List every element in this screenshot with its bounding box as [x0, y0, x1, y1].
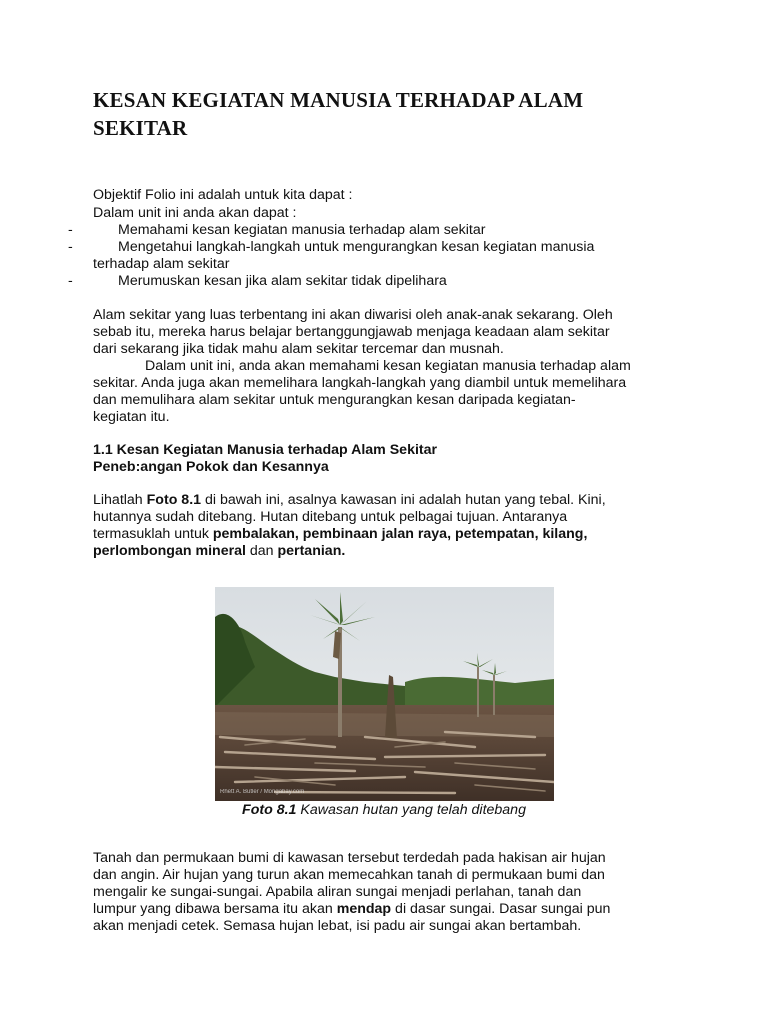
- paragraph-3-line: dan angin. Air hujan yang turun akan memecahkan tanah di permukaan bumi dan: [93, 867, 605, 883]
- paragraph-1-line: dan memulihara alam sekitar untuk mengurangkan kesan daripada kegiatan-: [93, 392, 576, 408]
- paragraph-3-line: lumpur yang dibawa bersama itu akan mendap di dasar sungai. Dasar sungai pun: [93, 901, 611, 917]
- caption-label: Foto 8.1: [242, 802, 297, 818]
- bullet-item-2: Mengetahui langkah-langkah untuk mengurangkan kesan kegiatan manusia: [118, 239, 595, 255]
- bullet-item-3: Merumuskan kesan jika alam sekitar tidak dipelihara: [118, 273, 447, 289]
- deforestation-photo: [215, 587, 554, 801]
- paragraph-1-line: dari sekarang jika tidak mahu alam sekitar tercemar dan musnah.: [93, 341, 504, 357]
- paragraph-1-line: sebab itu, mereka harus belajar bertanggungjawab menjaga keadaan alam sekitar: [93, 324, 610, 340]
- paragraph-3-line: akan menjadi cetek. Semasa hujan lebat, isi padu air sungai akan bertambah.: [93, 918, 582, 934]
- bullet-item-2-cont: terhadap alam sekitar: [93, 256, 230, 272]
- paragraph-2-line: termasuklah untuk pembalakan, pembinaan jalan raya, petempatan, kilang,: [93, 526, 588, 542]
- title-line-2: SEKITAR: [93, 116, 188, 140]
- page-title: [93, 86, 693, 142]
- bold-terms: pembalakan, pembinaan jalan raya, petempatan, kilang,: [212, 526, 588, 542]
- bullet-marker: -: [68, 239, 73, 255]
- objective-line: Objektif Folio ini adalah untuk kita dapat :: [93, 187, 353, 203]
- title-line-1: KESAN KEGIATAN MANUSIA TERHADAP ALAM: [93, 88, 584, 112]
- photo-caption: [0, 802, 768, 819]
- paragraph-2-line: Lihatlah Foto 8.1 di bawah ini, asalnya kawasan ini adalah hutan yang tebal. Kini,: [93, 492, 606, 508]
- paragraph-1-line: kegiatan itu.: [93, 409, 170, 425]
- bullet-marker: -: [68, 273, 73, 289]
- paragraph-1-line: sekitar. Anda juga akan memelihara langkah-langkah yang diambil untuk memelihara: [93, 375, 627, 391]
- section-subheading: Peneb:angan Pokok dan Kesannya: [93, 459, 329, 475]
- paragraph-3-line: Tanah dan permukaan bumi di kawasan tersebut terdedah pada hakisan air hujan: [93, 850, 606, 866]
- section-heading: 1.1 Kesan Kegiatan Manusia terhadap Alam Sekitar: [93, 442, 438, 458]
- paragraph-2-line: hutannya sudah ditebang. Hutan ditebang untuk pelbagai tujuan. Antaranya: [93, 509, 568, 525]
- paragraph-3-line: mengalir ke sungai-sungai. Apabila aliran sungai menjadi perlahan, tanah dan: [93, 884, 582, 900]
- paragraph-1-line: Dalam unit ini, anda akan memahami kesan kegiatan manusia terhadap alam: [145, 358, 631, 374]
- photo-credit: Rhett A. Butler / Mongabay.com: [220, 789, 305, 795]
- bold-term-mendap: mendap: [336, 901, 392, 917]
- bullet-item-1: Memahami kesan kegiatan manusia terhadap alam sekitar: [118, 222, 486, 238]
- paragraph-1-line: Alam sekitar yang luas terbentang ini akan diwarisi oleh anak-anak sekarang. Oleh: [93, 307, 613, 323]
- photo-reference: Foto 8.1: [146, 492, 202, 508]
- caption-text: Kawasan hutan yang telah ditebang: [296, 802, 526, 818]
- objective-intro: Dalam unit ini anda akan dapat :: [93, 205, 297, 221]
- bullet-marker: -: [68, 222, 73, 238]
- paragraph-2-line: perlombongan mineral dan pertanian.: [93, 543, 346, 559]
